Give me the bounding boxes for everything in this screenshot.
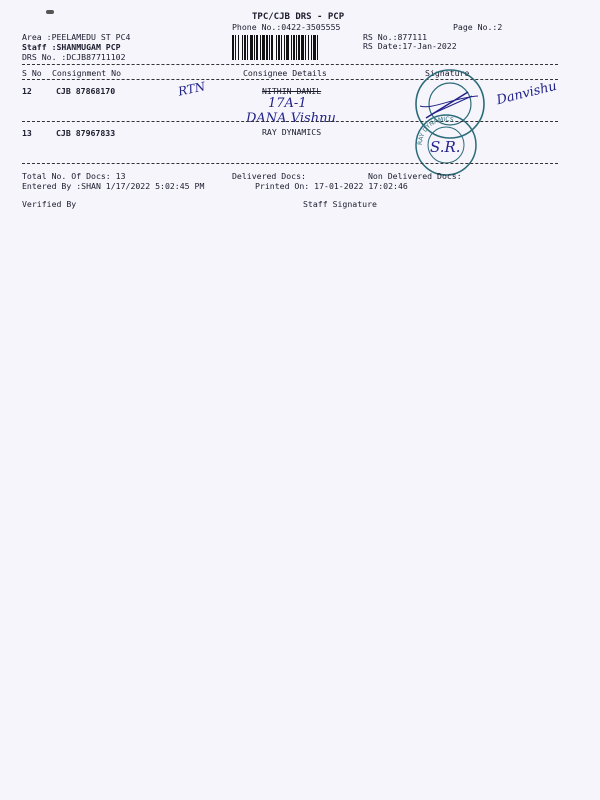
staff-signature: Staff Signature [303,199,377,209]
divider [22,64,558,65]
handwritten-name: DANA Vishnu [246,111,336,126]
row-sno: 12 [22,86,32,96]
area-label: Area :PEELAMEDU ST PC4 [22,32,131,42]
total-docs: Total No. Of Docs: 13 [22,171,126,181]
printed-on: Printed On: 17-01-2022 17:02:46 [255,181,408,191]
handwritten-initials: S.R. [430,138,461,156]
phone-number: Phone No.:0422-3505555 [232,22,341,32]
row-consignment-no: CJB 87967833 [56,128,116,138]
rs-number: RS No.:877111 [363,32,428,42]
handwritten-rtn: RTN [176,79,207,99]
report-title: TPC/CJB DRS - PCP [252,12,345,22]
divider [22,163,558,164]
row-sno: 13 [22,128,32,138]
drs-number: DRS No. :DCJB87711102 [22,52,126,62]
non-delivered-docs: Non Delivered Docs: [368,171,462,181]
handwritten-ref: 17A-1 [268,96,307,111]
stamp-text: RAY DYNAMICS [416,115,455,146]
barcode [232,35,355,60]
column-header-consignee: Consignee Details [243,68,327,78]
verified-by: Verified By [22,199,77,209]
page-number: Page No.:2 [453,22,503,32]
rs-date: RS Date:17-Jan-2022 [363,41,457,51]
staff-label: Staff :SHANMUGAM PCP [22,42,121,52]
column-header-consignment: Consignment No [52,68,122,78]
column-header-signature: Signature [425,68,470,78]
delivered-docs: Delivered Docs: [232,171,306,181]
row-consignee: NITHIN DANIL [262,86,322,96]
row-consignment-no: CJB 87868170 [56,86,116,96]
column-header-sno: S No [22,68,42,78]
handwritten-signature: Danvishu [495,78,559,109]
row-consignee: RAY DYNAMICS [262,127,322,137]
entered-by: Entered By :SHAN 1/17/2022 5:02:45 PM [22,181,205,191]
barcode-bar [318,35,320,60]
scan-mark [46,10,54,14]
